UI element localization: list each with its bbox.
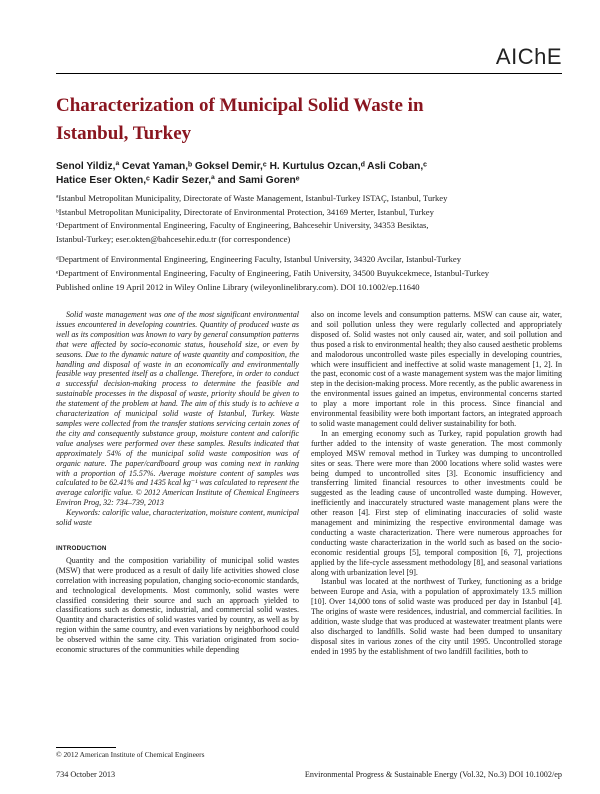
intro-paragraph-1: Quantity and the composition variability of municipal solid wastes (MSW) that were produced as a result of daily life activities showed close correlation with increasing population, changing socio-economic standards, and technological developments. Most commonly, solid wastes were classified considering their source and such an approach yielded to classifications such as domestic, industrial, and commercial solid wastes. Quantity and characteristics of solid wastes varied by country, as well as by region within the same country, and even variations by neighborhood could be observed within the same city. This variation originated from socio-economic structures of the communities while depending [56,555,299,655]
journal-citation: Environmental Progress & Sustainable Energy (Vol.32, No.3) DOI 10.1002/ep [304,770,562,779]
left-column [56,310,299,655]
affiliation-c-cont: Istanbul-Turkey; eser.okten@bahcesehir.edu.tr (for correspondence) [56,233,291,244]
copyright-footnote: © 2012 American Institute of Chemical Engineers [56,750,205,759]
publication-info: Published online 19 April 2012 in Wiley Online Library (wileyonlinelibrary.com). DOI 10.1002/ep.11640 [56,282,420,292]
header-rule [56,73,562,74]
affiliations [56,192,562,280]
right-column [311,310,562,657]
page-number-date: 734 October 2013 [56,770,116,779]
affiliation-d: ᵈDepartment of Environmental Engineering, Engineering Faculty, Istanbul University, 34320 Avcilar, Istanbul-Turkey [56,254,462,264]
keywords: Keywords: calorific value, characterization, moisture content, municipal solid waste [56,508,299,528]
affiliation-e: ᵉDepartment of Environmental Engineering, Faculty of Engineering, Fatih University, 34500 Buyukcekmece, Istanbul-Turkey [56,267,490,278]
aiche-logo-text: AIChE [495,44,562,69]
section-heading-introduction: INTRODUCTION [56,544,107,552]
affiliation-b: ᵇIstanbul Metropolitan Municipality, Directorate of Environmental Protection, 34169 Merter, Istanbul, Turkey [56,206,434,217]
author-line-1: Senol Yildiz,ª Cevat Yaman,ᵇ Goksel Demir,ᶜ H. Kurtulus Ozcan,ᵈ Asli Coban,ᶜ [56,161,428,172]
intro-paragraph-4: Istanbul was located at the northwest of Turkey, functioning as a bridge between Europe and Asia, with a population of approximately 13.5 million [10]. Over 14,000 tons of solid waste was produced per day in Istanbul [4]. The origins of waste were residences, industrial, and commercial facilities. In addition, waste sludge that was produced at wastewater treatment plants were also discharged to landfills. Solid waste had been dumped to unsanitary disposal sites in various zones of the city until 1995. Uncontrolled storage ended in 1995 by the establishment of two landfill facilities, both to [311,577,562,656]
intro-paragraph-2: also on income levels and consumption patterns. MSW can cause air, water, and soil pollution unless they were regularly collected and appropriately disposed of. Solid wastes not only caused air, water, and soil pollution and thus posed a risk to environmental health; they also caused aesthetic problems and malodorous uncontrolled waste piles especially in developing countries, which were insufficient and ineffective at solid waste management [1, 2]. In the past, economic cost of a waste management system was the major limiting step in the decision-making process. More recently, as the public awareness in the environmental issues gained an impetus, environmental concerns started to play a more important role in this process. Since financial and environmental feasibility were both important factors, an integrated approach to solid waste management could deliver sustainability for both. [311,310,562,428]
affiliation-c: ᶜDepartment of Environmental Engineering, Faculty of Engineering, Bahcesehir University, 34353 Besiktas, [56,220,429,230]
aiche-logo [482,44,562,74]
abstract: Solid waste management was one of the most significant environmental issues encountered in developing countries. Quantity of produced waste as well as its composition was known to vary by general consumption patterns that were affected by socio-economic status, household size, or even by seasons. Due to the dynamic nature of waste quantity and composition, the handling and disposal of waste in an economically and environmentally feasible way presented itself as a challenge. Therefore, in order to conduct a successful decision-making process to determine the feasible and sustainable processes in the disposal of waste, priority should be given to the statement of the problem at hand. The aim of this study is to achieve a characterization of municipal solid waste of Istanbul, Turkey. Waste samples were collected from the transfer stations servicing certain zones of the city and consequently substance group, moisture content and calorific value analyses were performed over these samples. Results indicated that approximately 54% of the municipal solid waste composition was of organic nature. The paper/cardboard group was coming next in ranking with a proportion of 15.57%. Average moisture content of samples was calculated to be 62.41% and 1435 kcal kg⁻¹ was calculated to represent the average calorific value. © 2012 American Institute of Chemical Engineers Environ Prog, 32: 734–739, 2013 [56,310,299,508]
article-title: Characterization of Municipal Solid Waste in Istanbul, Turkey [56,95,424,144]
affiliation-a: ªIstanbul Metropolitan Municipality, Directorate of Waste Management, Istanbul-Turkey ISTAÇ, Istanbul, Turkey [56,193,448,203]
author-list [56,160,562,188]
footnote-rule [56,747,116,748]
author-line-2: Hatice Eser Okten,ᶜ Kadir Sezer,ª and Sami Gorenᵉ [56,175,300,186]
intro-paragraph-3: In an emerging economy such as Turkey, rapid population growth had further added to the intensity of waste generation. The most commonly employed MSW removal method in Turkey was dumping to uncontrolled sites or seas. There were more than 2000 locations where solid wastes were being dumped to uncontrolled sites [3]. Economic insufficiency and transferring limited financial resources to other investments could be suggested as the leading cause of uncontrolled waste dumping. However, inefficiently and inaccurately structured waste management plans were the other reason [4]. First step of eliminating inaccuracies of solid waste management and minimizing the respective environmental damage was conducting a waste characterization. There were numerous approaches for conducting waste characterization in the world such as based on the socio-economic residential groups [5], temporal composition [6, 7], projections applied by the life-cycle assessment methodology [8], and seasonal variations along with urbanization level [9]. [311,428,562,577]
